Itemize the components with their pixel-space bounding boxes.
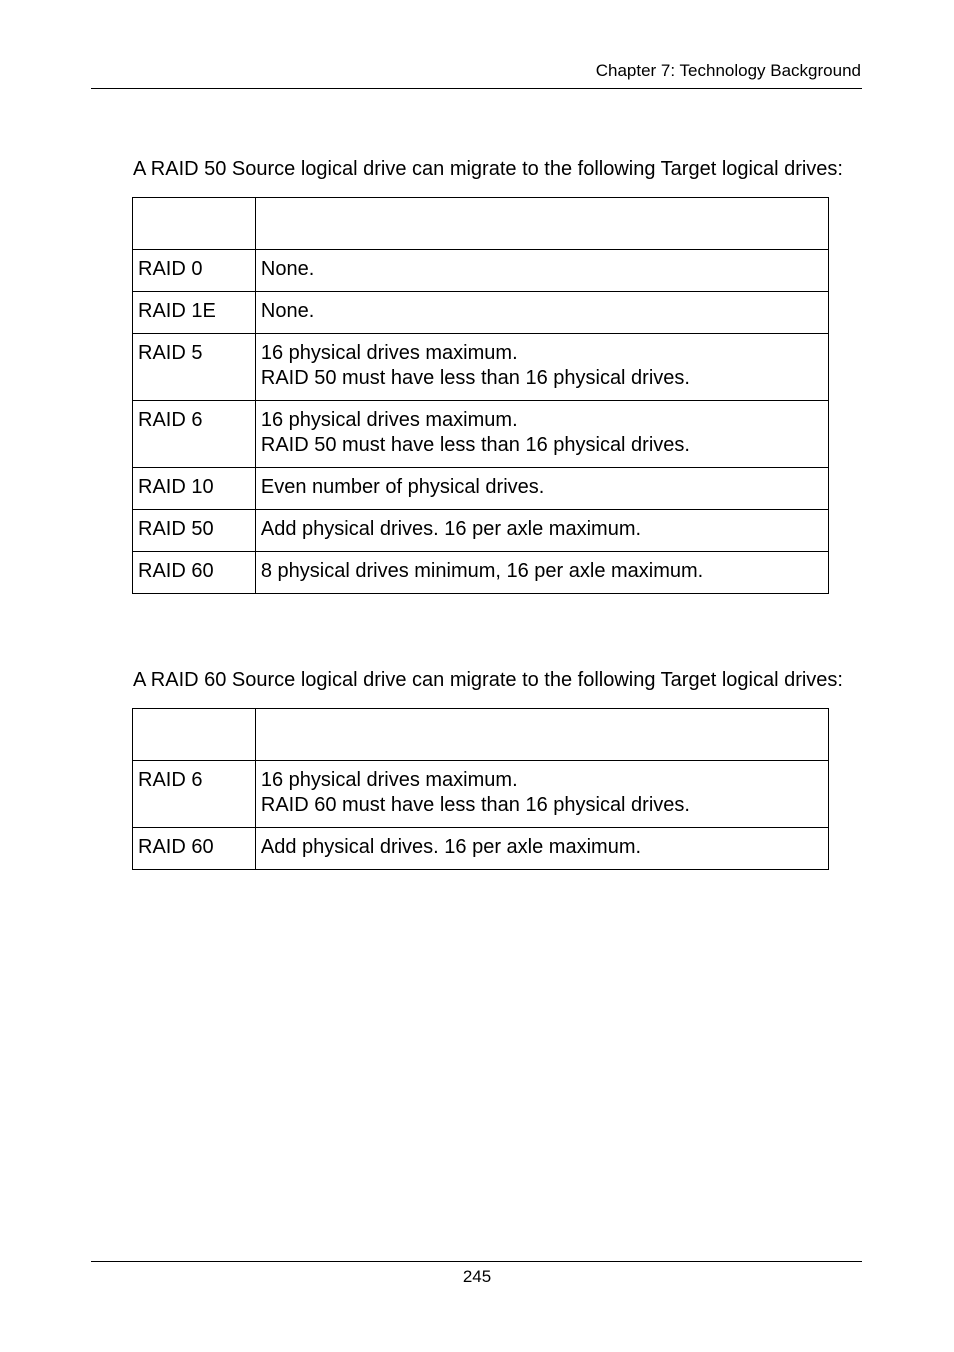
table-row [133, 334, 829, 401]
requirement-line: RAID 50 must have less than 16 physical drives. [260, 367, 690, 389]
target-raid-level: RAID 5 [133, 334, 256, 401]
page-number: 245 [462, 1267, 492, 1286]
table-row [133, 510, 829, 552]
requirements-cell [255, 552, 828, 594]
target-raid-level: RAID 6 [133, 761, 256, 828]
header-cell-target [133, 198, 256, 250]
raid60-intro-text: A RAID 60 Source logical drive can migrate to the following Target logical drives: [133, 669, 843, 691]
table-row [133, 552, 829, 594]
raid50-migration-table [132, 197, 829, 594]
target-raid-level: RAID 6 [133, 401, 256, 468]
table-row [133, 292, 829, 334]
table-header-row [133, 198, 829, 250]
running-header [91, 60, 862, 89]
target-raid-level: RAID 10 [133, 468, 256, 510]
table-row [133, 761, 829, 828]
target-raid-level: RAID 50 [133, 510, 256, 552]
requirements-cell [255, 828, 828, 870]
requirement-line: RAID 50 must have less than 16 physical drives. [260, 434, 690, 456]
table-row [133, 468, 829, 510]
requirements-cell [255, 761, 828, 828]
header-cell-requirements [255, 709, 828, 761]
table-row [133, 828, 829, 870]
target-raid-level: RAID 60 [133, 828, 256, 870]
header-cell-requirements [255, 198, 828, 250]
requirement-line: RAID 60 must have less than 16 physical drives. [260, 794, 690, 816]
requirement-line: 16 physical drives maximum. [260, 342, 518, 364]
requirements-cell [255, 292, 828, 334]
requirement-line: Even number of physical drives. [260, 476, 545, 498]
requirement-line: 8 physical drives minimum, 16 per axle maximum. [260, 560, 704, 582]
requirement-line: None. [260, 300, 315, 322]
chapter-title: Chapter 7: Technology Background [595, 61, 861, 80]
requirement-line: None. [260, 258, 315, 280]
requirements-cell [255, 401, 828, 468]
target-raid-level: RAID 0 [133, 250, 256, 292]
target-raid-level: RAID 1E [133, 292, 256, 334]
table-row [133, 250, 829, 292]
requirement-line: 16 physical drives maximum. [260, 409, 518, 431]
requirement-line: Add physical drives. 16 per axle maximum. [260, 518, 642, 540]
table-row [133, 401, 829, 468]
requirements-cell [255, 334, 828, 401]
raid60-migration-table [132, 708, 829, 870]
table-header-row [133, 709, 829, 761]
requirements-cell [255, 468, 828, 510]
footer-divider [91, 1261, 862, 1262]
requirement-line: 16 physical drives maximum. [260, 769, 518, 791]
raid50-intro-text: A RAID 50 Source logical drive can migrate to the following Target logical drives: [133, 158, 843, 180]
header-cell-target [133, 709, 256, 761]
requirements-cell [255, 510, 828, 552]
requirements-cell [255, 250, 828, 292]
target-raid-level: RAID 60 [133, 552, 256, 594]
requirement-line: Add physical drives. 16 per axle maximum. [260, 836, 642, 858]
